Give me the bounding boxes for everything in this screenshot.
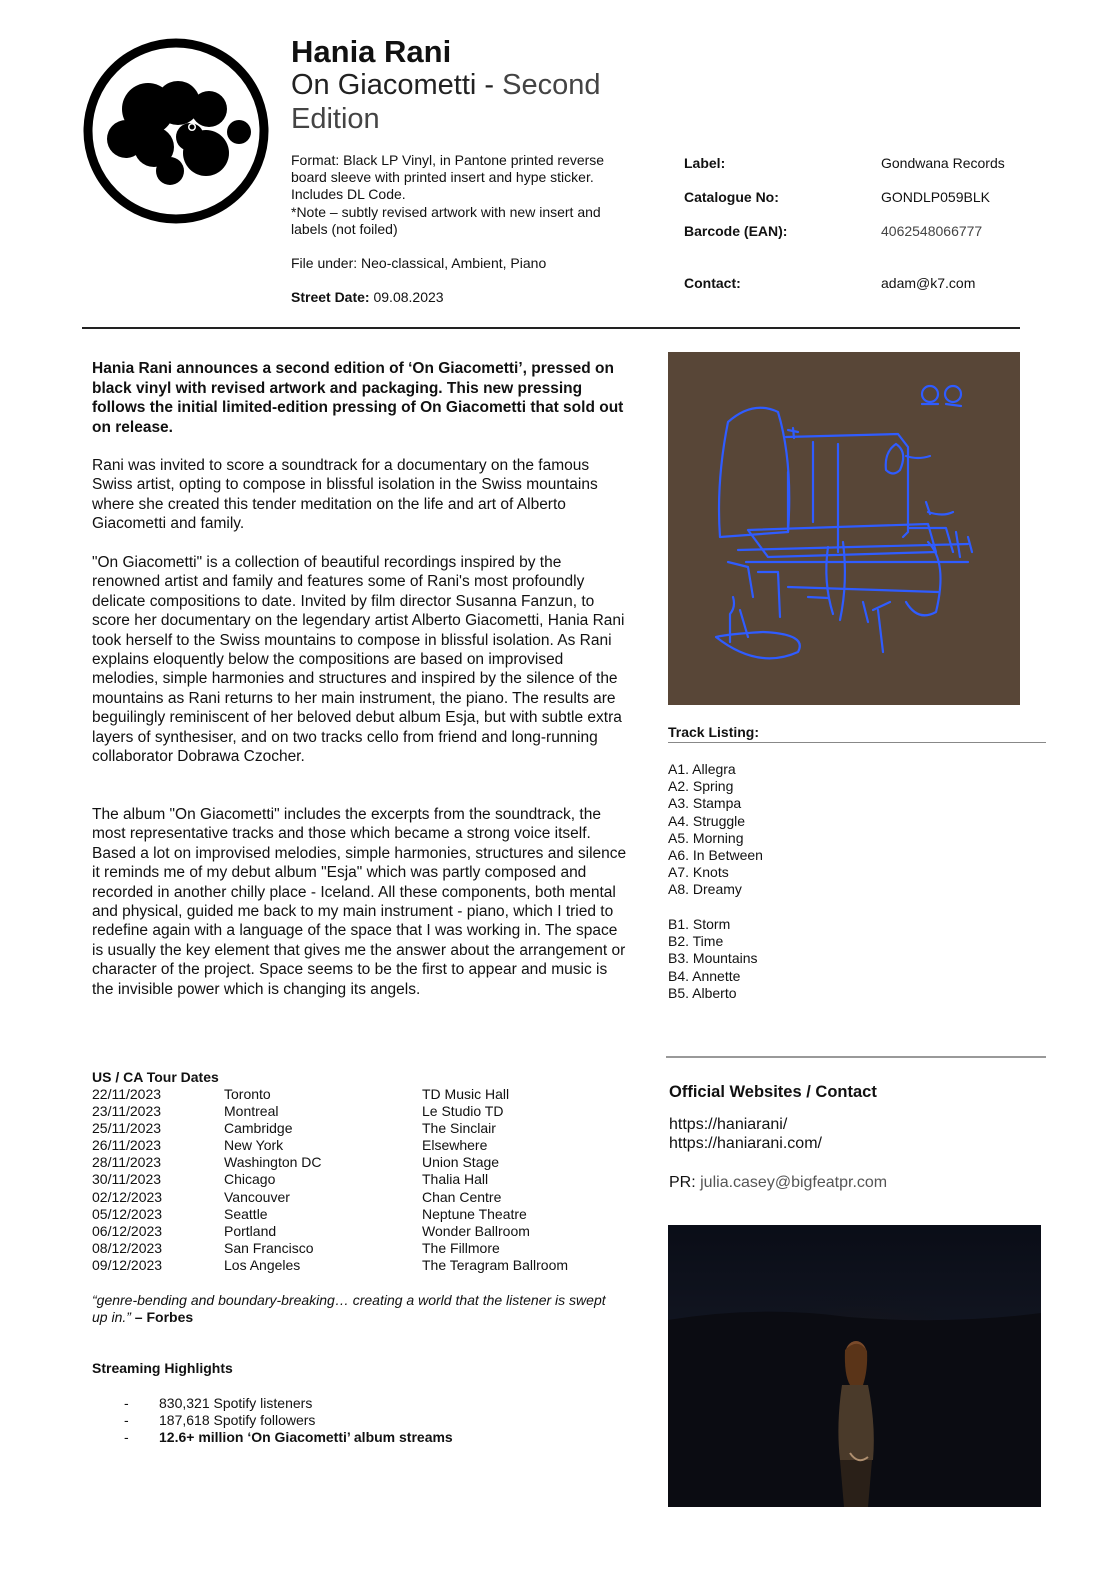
barcode-field-label: Barcode (EAN): — [684, 223, 788, 239]
street-date-label: Street Date: — [291, 289, 370, 305]
file-under: File under: Neo-classical, Ambient, Piano — [291, 255, 547, 271]
tour-venue: Elsewhere — [422, 1137, 488, 1154]
track-listing-divider — [668, 742, 1046, 743]
tour-venue: Chan Centre — [422, 1188, 502, 1205]
tour-venue: The Teragram Ballroom — [422, 1256, 569, 1273]
tour-city: Toronto — [224, 1086, 271, 1102]
format-line: labels (not foiled) — [291, 220, 398, 237]
body-paragraph-2: "On Giacometti" is a collection of beautiful recordings inspired by the renowned artist and family and features some of Rani's most profoundly delicate compositions to date. Invited by film director Susanna Fanzun, to score her documentary on the legendary artist Alberto Giacometti, Hania Rani took herself to the Swiss mountains to compose in blissful isolation. As Rani explains eloquently below the compositions are based on improvised melodies, simple harmonies and structures and inspired by the silence of the mountains as Rani returns to her main instrument, the piano. The results are beguilingly reminiscent of her beloved debut album Esja, but with subtle extra layers of synthesiser, and on two tracks cello from friend and long-running collaborator Dobrawa Czocher. — [92, 554, 625, 766]
street-date-value: 09.08.2023 — [373, 289, 444, 305]
pr-email[interactable]: julia.casey@bigfeatpr.com — [700, 1174, 888, 1191]
album-title-edition: Second Edition — [291, 69, 601, 135]
label-field-label: Label: — [684, 155, 726, 171]
tour-venue: The Fillmore — [422, 1239, 500, 1256]
street-date — [291, 289, 444, 306]
catalogue-field-label: Catalogue No: — [684, 189, 779, 205]
format-line: board sleeve with printed insert and hype sticker. — [291, 169, 594, 186]
tour-city: Cambridge — [224, 1120, 293, 1137]
track-item: A3. Stampa — [668, 795, 742, 812]
tour-row — [92, 1189, 592, 1206]
tour-venue: The Sinclair — [422, 1120, 496, 1137]
record-label-logo — [82, 37, 270, 225]
website-link[interactable]: https://haniarani/ — [669, 1116, 788, 1133]
track-item: A6. In Between — [668, 847, 763, 864]
streaming-heading: Streaming Highlights — [92, 1360, 233, 1376]
track-item: A8. Dreamy — [668, 881, 742, 898]
bullet-dash: - — [124, 1395, 129, 1411]
quote-source: – Forbes — [130, 1309, 194, 1325]
tour-venue: Le Studio TD — [422, 1103, 504, 1120]
tour-row — [92, 1086, 592, 1103]
track-item: B1. Storm — [668, 916, 731, 932]
tour-city: San Francisco — [224, 1239, 314, 1256]
tour-row — [92, 1223, 592, 1240]
streaming-item — [124, 1412, 453, 1429]
track-item: A5. Morning — [668, 829, 744, 846]
track-list-side-a — [668, 761, 763, 899]
body-paragraph-1: Rani was invited to score a soundtrack for a documentary on the famous Swiss artist, opting to compose in blissful isolation in the Swiss mountains where she created this tender meditation on the life and art of Alberto Giacometti and family. — [92, 457, 598, 533]
body-paragraph-3: The album "On Giacometti" includes the excerpts from the soundtrack, the most representative tracks and those which became a strong voice itself. Based a lot on improvised melodies, simple harmonies, structures and silence it reminds me of my debut album "Esja" which was partly composed and recorded in another chilly place - Iceland. All these components, both mental and physical, guided me back to my main instrument - piano, which I tried to redefine again with a language of the space that I was working in. The space is usually the key element that gives me the answer about the arrangement or character of the project. Space seems to be the first to appear and music is the invisible power which is changing its angels. — [92, 806, 627, 998]
tour-city: Montreal — [224, 1103, 279, 1120]
artist-name: Hania Rani — [291, 34, 452, 69]
tour-city: Washington DC — [224, 1154, 322, 1171]
tour-date: 28/11/2023 — [92, 1154, 162, 1171]
album-artwork — [668, 352, 1020, 705]
tour-date: 09/12/2023 — [92, 1256, 163, 1273]
quote-text: “genre-bending and boundary-breaking… creating a world that the listener is swept up in.” — [92, 1292, 606, 1325]
track-item: A2. Spring — [668, 778, 734, 795]
tour-date: 02/12/2023 — [92, 1188, 163, 1205]
label-field-value: Gondwana Records — [881, 155, 1005, 171]
tour-city: Los Angeles — [224, 1256, 301, 1273]
tour-venue: Union Stage — [422, 1154, 500, 1171]
tour-row — [92, 1240, 592, 1257]
track-listing-heading: Track Listing: — [668, 724, 760, 740]
track-item: B4. Annette — [668, 967, 741, 984]
tour-dates-heading: US / CA Tour Dates — [92, 1069, 219, 1085]
tour-row — [92, 1137, 592, 1154]
tour-date: 05/12/2023 — [92, 1205, 163, 1222]
track-item: A1. Allegra — [668, 761, 736, 777]
catalogue-field-value: GONDLP059BLK — [881, 189, 990, 205]
tour-city: Vancouver — [224, 1188, 290, 1205]
streaming-item-text: 830,321 Spotify listeners — [159, 1395, 313, 1411]
tour-city: Seattle — [224, 1205, 268, 1222]
tour-city: New York — [224, 1137, 284, 1154]
tour-row — [92, 1103, 592, 1120]
album-title — [291, 68, 651, 136]
tour-venue: TD Music Hall — [422, 1086, 510, 1102]
tour-dates-table — [92, 1086, 592, 1274]
pr-label: PR: — [669, 1174, 701, 1191]
track-list-side-b — [668, 916, 758, 1002]
tour-date: 30/11/2023 — [92, 1171, 162, 1188]
track-item: B3. Mountains — [668, 950, 758, 967]
contact-field-value[interactable]: adam@k7.com — [881, 275, 976, 291]
album-title-main: On Giacometti - — [291, 69, 503, 101]
tour-date: 25/11/2023 — [92, 1120, 162, 1137]
tour-row — [92, 1171, 592, 1188]
tour-row — [92, 1120, 592, 1137]
pr-contact — [669, 1173, 887, 1192]
artist-photo — [668, 1225, 1041, 1507]
track-item: A7. Knots — [668, 864, 729, 881]
tour-venue: Neptune Theatre — [422, 1205, 527, 1222]
bullet-dash: - — [124, 1429, 129, 1446]
tour-date: 23/11/2023 — [92, 1103, 162, 1120]
bullet-dash: - — [124, 1412, 129, 1429]
format-line: Format: Black LP Vinyl, in Pantone printed reverse — [291, 152, 605, 168]
format-description — [291, 152, 636, 238]
tour-city: Portland — [224, 1222, 277, 1239]
tour-date: 06/12/2023 — [92, 1222, 163, 1239]
format-line: Includes DL Code. — [291, 186, 406, 203]
tour-date: 22/11/2023 — [92, 1086, 162, 1102]
tour-row — [92, 1257, 592, 1274]
barcode-field-value: 4062548066777 — [881, 223, 983, 239]
tour-venue: Wonder Ballroom — [422, 1222, 530, 1239]
track-item: A4. Struggle — [668, 812, 746, 829]
tour-venue: Thalia Hall — [422, 1171, 489, 1188]
tour-city: Chicago — [224, 1171, 276, 1188]
tour-row — [92, 1154, 592, 1171]
track-item: B5. Alberto — [668, 984, 737, 1001]
tour-date: 08/12/2023 — [92, 1239, 163, 1256]
header-divider — [82, 327, 1020, 329]
streaming-item — [124, 1429, 453, 1446]
track-item: B2. Time — [668, 933, 724, 950]
streaming-item-text: 187,618 Spotify followers — [159, 1412, 316, 1429]
intro-paragraph: Hania Rani announces a second edition of ‘On Giacometti’, pressed on black vinyl with revised artwork and packaging. This new pressing follows the initial limited-edition pressing of On Giacometti that sold out on release. — [92, 360, 624, 436]
websites-heading: Official Websites / Contact — [669, 1083, 877, 1101]
websites-divider — [666, 1056, 1046, 1058]
format-line: *Note – subtly revised artwork with new insert and — [291, 203, 601, 220]
tour-date: 26/11/2023 — [92, 1137, 162, 1154]
website-link[interactable]: https://haniarani.com/ — [669, 1135, 822, 1152]
streaming-item — [124, 1395, 453, 1412]
tour-row — [92, 1206, 592, 1223]
streaming-item-text: 12.6+ million ‘On Giacometti’ album streams — [159, 1429, 453, 1446]
contact-field-label: Contact: — [684, 275, 741, 291]
streaming-list — [124, 1395, 453, 1447]
press-quote — [92, 1292, 622, 1326]
